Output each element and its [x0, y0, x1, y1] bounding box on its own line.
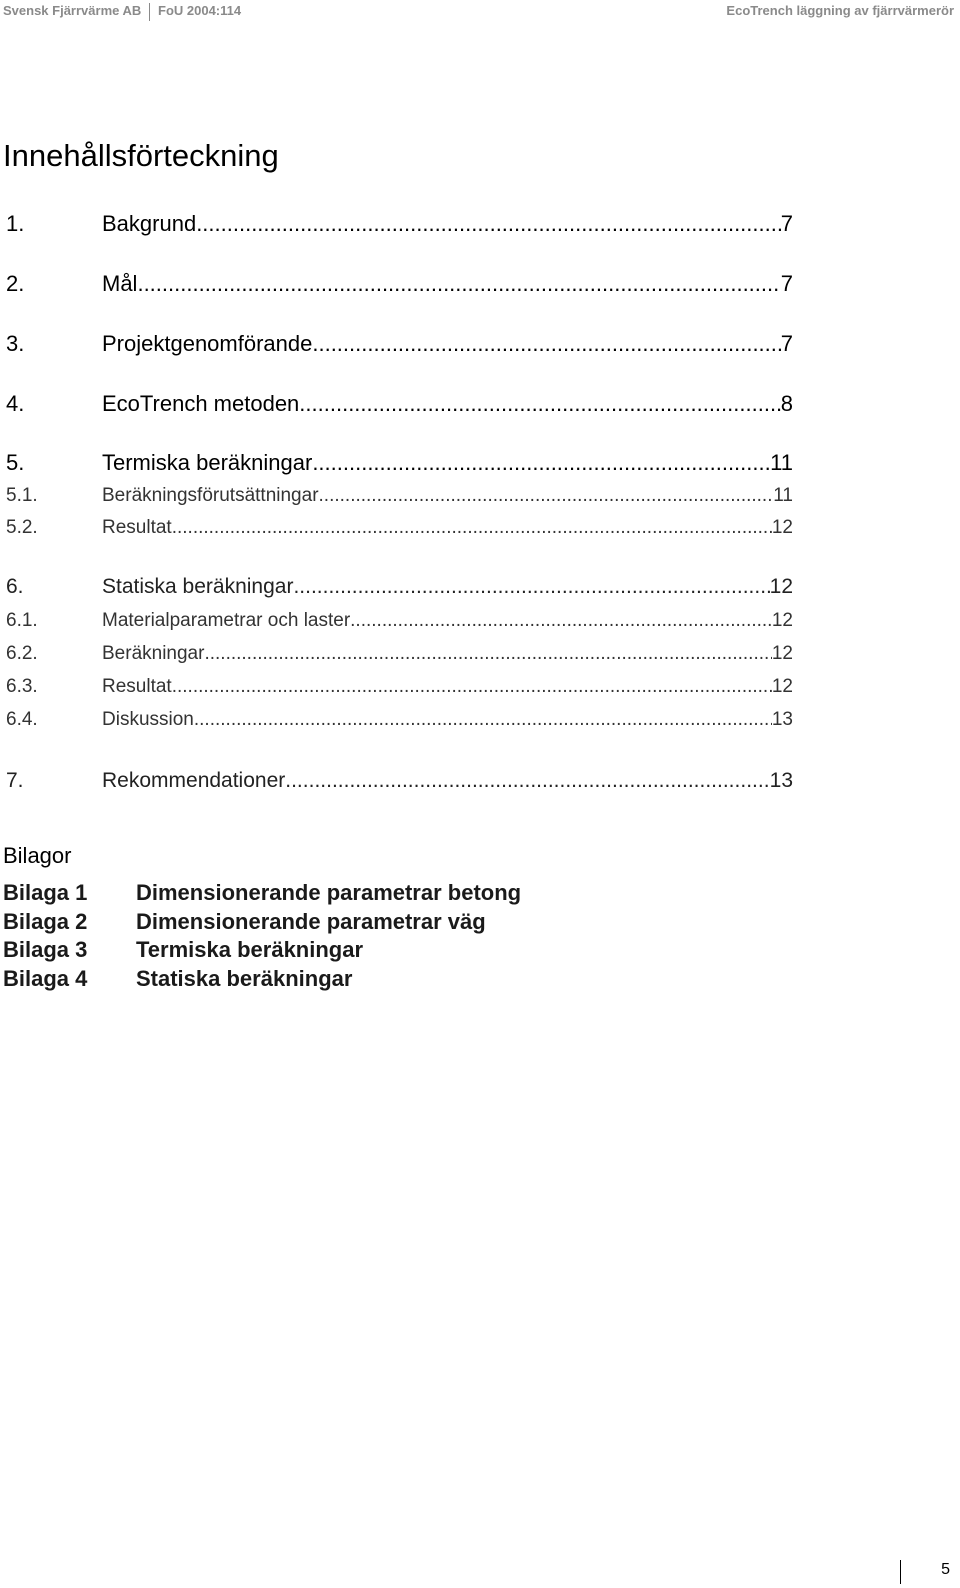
toc-entry-page: 12: [769, 575, 793, 598]
appendix-title: Dimensionerande parametrar betong: [136, 880, 522, 905]
toc-leader-dots: [299, 391, 780, 417]
toc-entry-number: 1.: [6, 211, 25, 236]
toc-entry-label: Diskussion: [102, 709, 194, 730]
toc-entry-number: 6.3.: [6, 676, 38, 697]
toc-entry-number: 5.: [6, 450, 25, 475]
toc-entry-label: Beräkningar: [102, 643, 205, 664]
toc-leader-dots: [172, 517, 772, 539]
toc-leader-dots: [293, 575, 769, 599]
toc-entry-number: 6.4.: [6, 709, 38, 730]
appendix-title: Dimensionerande parametrar väg: [136, 909, 486, 934]
toc-entry-label: Beräkningsförutsättningar: [102, 485, 319, 506]
toc-entry-number: 3.: [6, 331, 25, 356]
toc-entry-label: Resultat: [102, 676, 172, 697]
toc-entry-page: 7: [780, 331, 793, 356]
toc-entry-number: 5.2.: [6, 517, 38, 538]
toc-entry-label: Termiska beräkningar: [102, 450, 313, 475]
appendix-id: Bilaga 2: [3, 909, 88, 934]
page-footer: [900, 1558, 960, 1588]
toc-entry-number: 6.1.: [6, 610, 38, 631]
toc-entry-page: 12: [771, 676, 793, 697]
toc-entry-number: 6.: [6, 575, 24, 598]
toc-entry-number: 4.: [6, 391, 25, 416]
appendix-title: Termiska beräkningar: [136, 937, 364, 962]
appendix-id: Bilaga 3: [3, 937, 88, 962]
toc-entry-number: 2.: [6, 271, 25, 296]
toc-entry-page: 7: [780, 211, 793, 236]
appendix-id: Bilaga 4: [3, 966, 88, 991]
toc-subentry[interactable]: [3, 610, 793, 638]
toc-entry-label: Projektgenomförande: [102, 331, 313, 356]
toc-entry-page: 12: [771, 517, 793, 538]
toc-entry-label: EcoTrench metoden: [102, 391, 300, 416]
toc-leader-dots: [196, 211, 781, 237]
toc-entry-page: 13: [769, 769, 793, 792]
toc-entry[interactable]: [3, 211, 793, 239]
toc-leader-dots: [319, 485, 774, 507]
toc-leader-dots: [204, 643, 771, 665]
appendix-id: Bilaga 1: [3, 880, 88, 905]
toc-entry[interactable]: [3, 450, 793, 478]
toc-subentry[interactable]: [3, 643, 793, 671]
page-title: Innehållsförteckning: [3, 138, 279, 173]
toc-leader-dots: [194, 709, 772, 731]
toc-entry-label: Materialparametrar och laster: [102, 610, 351, 631]
toc-entry-page: 13: [771, 709, 793, 730]
page-header: [0, 0, 960, 24]
header-document-title: EcoTrench läggning av fjärrvärmerör: [726, 3, 954, 18]
toc-leader-dots: [172, 676, 772, 698]
footer-divider: [900, 1560, 901, 1584]
toc-entry[interactable]: [3, 271, 793, 299]
header-divider: [149, 3, 150, 21]
toc-entry-number: 5.1.: [6, 485, 38, 506]
toc-entry[interactable]: [3, 769, 793, 797]
header-company: Svensk Fjärrvärme AB: [3, 3, 142, 18]
toc-entry[interactable]: [3, 331, 793, 359]
header-report-number: FoU 2004:114: [158, 3, 242, 18]
toc-leader-dots: [285, 769, 769, 793]
toc-leader-dots: [137, 271, 780, 297]
toc-entry-number: 7.: [6, 769, 24, 792]
appendices-heading: Bilagor: [3, 843, 72, 868]
toc-entry-page: 11: [773, 485, 793, 506]
toc-leader-dots: [350, 610, 772, 632]
toc-leader-dots: [312, 450, 770, 476]
page-number: 5: [941, 1561, 950, 1578]
toc-entry-page: 8: [780, 391, 793, 416]
toc-entry-page: 11: [770, 450, 793, 475]
toc-entry-number: 6.2.: [6, 643, 38, 664]
appendix-title: Statiska beräkningar: [136, 966, 353, 991]
toc-entry-label: Resultat: [102, 517, 172, 538]
toc-subentry[interactable]: [3, 485, 793, 513]
toc-subentry[interactable]: [3, 676, 793, 704]
toc-entry[interactable]: [3, 391, 793, 419]
toc-entry-label: Rekommendationer: [102, 769, 286, 792]
toc-subentry[interactable]: [3, 517, 793, 545]
toc-entry[interactable]: [3, 575, 793, 603]
toc-entry-label: Mål: [102, 271, 138, 296]
toc-leader-dots: [312, 331, 780, 357]
toc-entry-label: Bakgrund: [102, 211, 197, 236]
toc-subentry[interactable]: [3, 709, 793, 737]
toc-entry-page: 7: [780, 271, 793, 296]
toc-entry-page: 12: [771, 643, 793, 664]
toc-entry-label: Statiska beräkningar: [102, 575, 294, 598]
toc-entry-page: 12: [771, 610, 793, 631]
